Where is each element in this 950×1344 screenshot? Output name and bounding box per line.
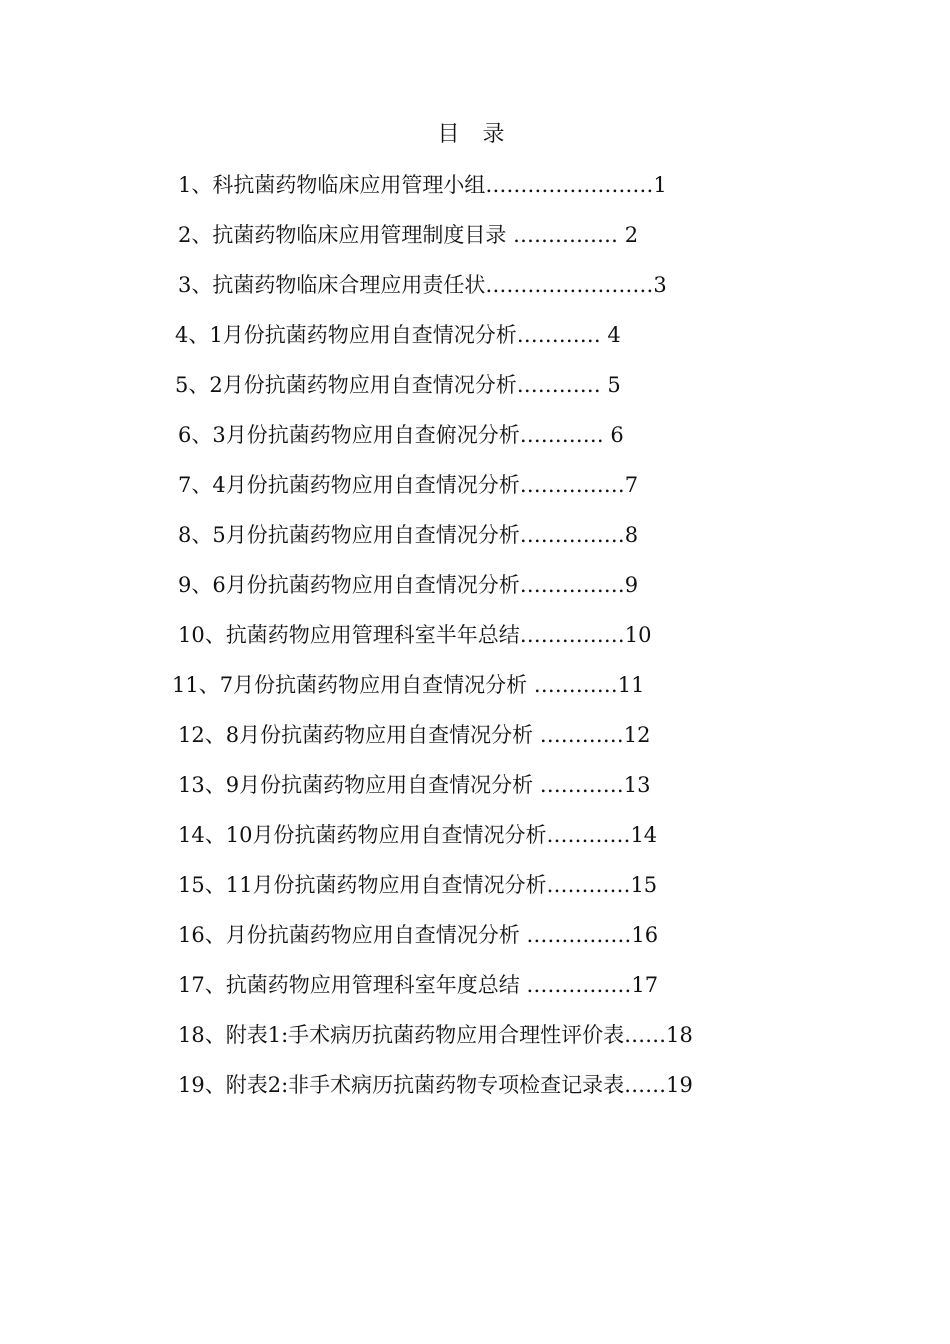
toc-entry: 4、1月份抗菌药物应用自查情况分析………… 4 — [175, 323, 621, 347]
toc-entry: 9、6月份抗菌药物应用自查情况分析……………9 — [178, 573, 639, 597]
toc-entry: 6、3月份抗菌药物应用自查俯况分析………… 6 — [178, 423, 624, 447]
toc-entry: 18、附表1:手术病历抗菌药物应用合理性评价表……18 — [178, 1023, 693, 1047]
toc-title: 目 录 — [437, 122, 513, 147]
toc-entry: 5、2月份抗菌药物应用自查情况分析………… 5 — [175, 373, 621, 397]
toc-entry: 15、11月份抗菌药物应用自查情况分析…………15 — [178, 873, 658, 897]
toc-entry: 14、10月份抗菌药物应用自查情况分析…………14 — [178, 823, 658, 847]
toc-entry: 13、9月份抗菌药物应用自查情况分析 …………13 — [178, 773, 651, 797]
toc-entry: 12、8月份抗菌药物应用自查情况分析 …………12 — [178, 723, 651, 747]
toc-entry: 7、4月份抗菌药物应用自查情况分析……………7 — [178, 473, 639, 497]
toc-entry: 10、抗菌药物应用管理科室半年总结……………10 — [178, 623, 652, 647]
toc-entry: 17、抗菌药物应用管理科室年度总结 ……………17 — [178, 973, 659, 997]
toc-entry: 8、5月份抗菌药物应用自查情况分析……………8 — [178, 523, 639, 547]
toc-entry: 11、7月份抗菌药物应用自查情况分析 …………11 — [172, 673, 645, 697]
toc-entry: 2、抗菌药物临床应用管理制度目录 …………… 2 — [178, 223, 639, 247]
toc-entry: 16、月份抗菌药物应用自查情况分析 ……………16 — [178, 923, 659, 947]
toc-entry: 3、抗菌药物临床合理应用责任状……………………3 — [178, 273, 667, 297]
toc-entry: 19、附表2:非手术病历抗菌药物专项检查记录表……19 — [178, 1073, 693, 1097]
toc-entry: 1、科抗菌药物临床应用管理小组……………………1 — [178, 173, 667, 197]
